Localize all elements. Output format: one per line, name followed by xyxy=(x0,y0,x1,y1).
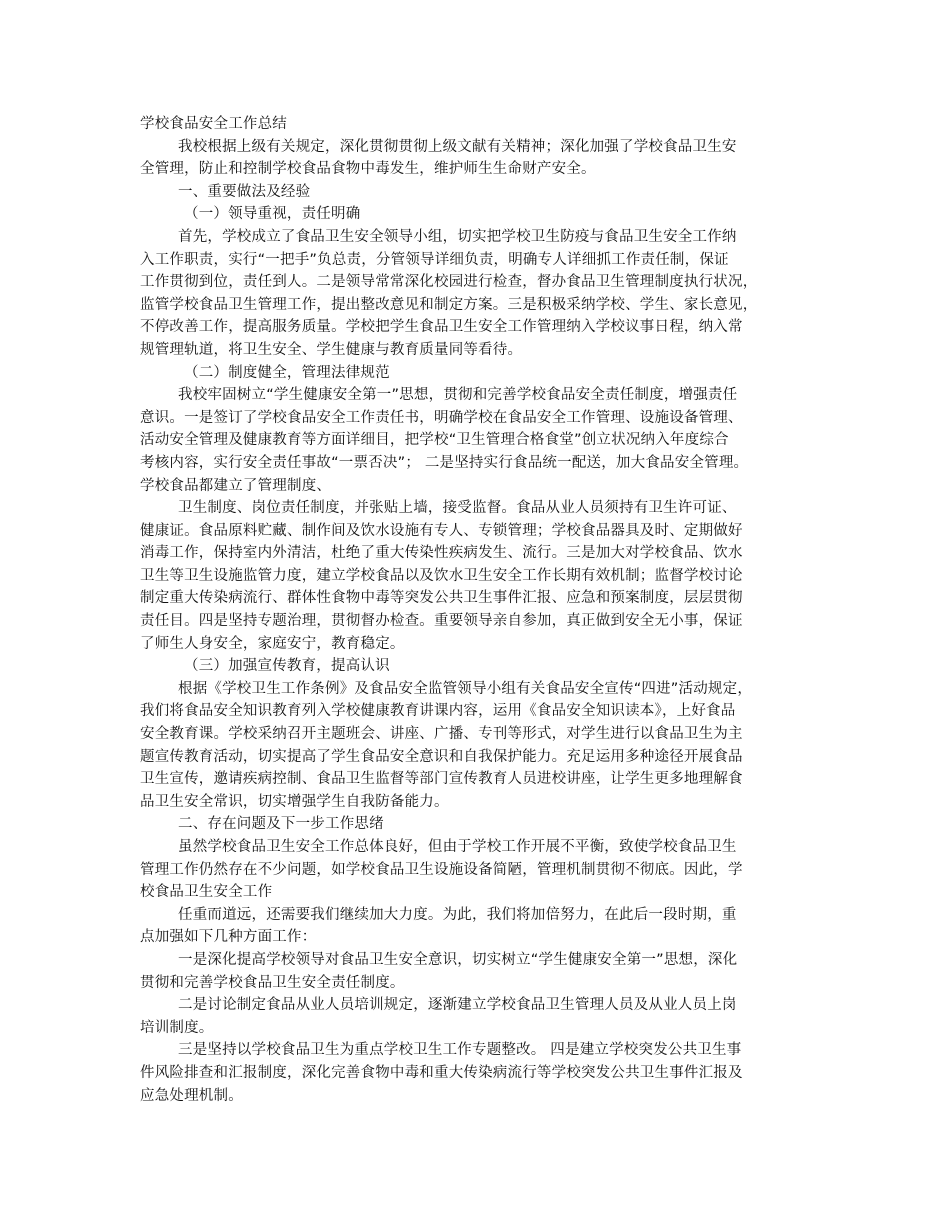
text-line: 一、重要做法及经验 xyxy=(178,183,311,200)
text-line: 活动安全管理及健康教育等方面详细目，把学校“卫生管理合格食堂”创立状况纳入年度综合 xyxy=(140,432,729,449)
text-line: 我校牢固树立“学生健康安全第一”思想，贯彻和完善学校食品安全责任制度，增强责任 xyxy=(178,387,738,404)
document-body xyxy=(140,113,820,1107)
text-line: 监管学校食品卫生管理工作，提出整改意见和制定方案。三是积极采纳学校、学生、家长意见， xyxy=(140,296,758,313)
document-title: 学校食品安全工作总结 xyxy=(140,116,287,132)
text-line: 考核内容，实行安全责任事故“一票否决”； 二是坚持实行食品统一配送，加大食品安全管理。 xyxy=(140,454,749,471)
text-line: 点加强如下几种方面工作： xyxy=(140,929,317,946)
text-line: 消毒工作，保持室内外清洁，杜绝了重大传染性疾病发生、流行。三是加大对学校食品、饮水 xyxy=(140,545,743,562)
text-line: 贯彻和完善学校食品卫生安全责任制度。 xyxy=(140,974,405,991)
text-line: 我校根据上级有关规定，深化贯彻贯彻上级文献有关精神；深化加强了学校食品卫生安 xyxy=(178,138,737,155)
text-line: 应急处理机制。 xyxy=(140,1087,243,1104)
text-line: 不停改善工作，提高服务质量。学校把学生食品卫生安全工作管理纳入学校议事日程，纳入常 xyxy=(140,319,743,336)
text-line: 规管理轨道，将卫生安全、学生健康与教育质量同等看待。 xyxy=(140,341,523,358)
text-line: 二是讨论制定食品从业人员培训规定，逐渐建立学校食品卫生管理人员及从业人员上岗 xyxy=(178,997,737,1014)
text-line: 责任目。四是坚持专题治理，贯彻督办检查。重要领导亲自参加，真正做到安全无小事，保证 xyxy=(140,613,743,630)
text-line: （一）领导重视，责任明确 xyxy=(184,206,361,223)
text-line: 培训制度。 xyxy=(140,1019,214,1036)
text-line: 二、存在问题及下一步工作思绪 xyxy=(178,816,384,833)
text-line: 安全教育课。学校采纳召开主题班会、讲座、广播、专刊等形式，对学生进行以食品卫生为主 xyxy=(140,726,743,743)
text-line: 品卫生安全常识，切实增强学生自我防备能力。 xyxy=(140,793,449,810)
text-line: 卫生等卫生设施监管力度，建立学校食品以及饮水卫生安全工作长期有效机制；监督学校讨论 xyxy=(140,567,743,584)
text-line: 学校食品都建立了管理制度、 xyxy=(140,477,332,494)
text-line: 件风险排查和汇报制度，深化完善食物中毒和重大传染病流行等学校突发公共卫生事件汇报及 xyxy=(140,1064,743,1081)
text-line: 题宣传教育活动，切实提高了学生食品安全意识和自我保护能力。充足运用多种途径开展食品 xyxy=(140,748,743,765)
text-line: （二）制度健全，管理法律规范 xyxy=(184,364,390,381)
text-line: 健康证。食品原料贮藏、制作间及饮水设施有专人、专锁管理；学校食品器具及时、定期做好 xyxy=(140,522,743,539)
text-line: 首先，学校成立了食品卫生安全领导小组，切实把学校卫生防疫与食品卫生安全工作纳 xyxy=(178,228,737,245)
text-line: 入工作职责，实行“一把手”负总责，分管领导详细负责，明确专人详细抓工作责任制，保证 xyxy=(140,251,729,268)
text-line: 校食品卫生安全工作 xyxy=(140,884,273,901)
text-line: 制定重大传染病流行、群体性食物中毒等突发公共卫生事件汇报、应急和预案制度，层层贯彻 xyxy=(140,590,743,607)
text-line: 根据《学校卫生工作条例》及食品安全监管领导小组有关食品安全宣传“四进”活动规定， xyxy=(178,680,753,697)
text-line: 了师生人身安全，家庭安宁，教育稳定。 xyxy=(140,635,405,652)
text-line: 全管理，防止和控制学校食品食物中毒发生，维护师生生命财产安全。 xyxy=(140,161,596,178)
text-line: 卫生制度、岗位责任制度，并张贴上墙，接受监督。食品从业人员须持有卫生许可证、 xyxy=(178,500,737,517)
text-line: 一是深化提高学校领导对食品卫生安全意识，切实树立“学生健康安全第一”思想，深化 xyxy=(178,951,738,968)
text-line: 卫生宣传，邀请疾病控制、食品卫生监督等部门宣传教育人员进校讲座，让学生更多地理解食 xyxy=(140,771,743,788)
text-line: 任重而道远，还需要我们继续加大力度。为此，我们将加倍努力，在此后一段时期，重 xyxy=(178,906,737,923)
document-text xyxy=(140,136,820,1108)
text-line: 三是坚持以学校食品卫生为重点学校卫生工作专题整改。 四是建立学校突发公共卫生事 xyxy=(178,1042,742,1059)
text-line: 虽然学校食品卫生安全工作总体良好，但由于学校工作开展不平衡，致使学校食品卫生 xyxy=(178,839,737,855)
text-line: （三）加强宣传教育，提高认识 xyxy=(184,658,390,675)
text-line: 管理工作仍然存在不少问题，如学校食品卫生设施设备简陋，管理机制贯彻不彻底。因此，学 xyxy=(140,861,743,878)
text-line: 我们将食品安全知识教育列入学校健康教育讲课内容，运用《食品安全知识读本》，上好食品 xyxy=(140,703,736,720)
text-line: 意识。一是签订了学校食品安全工作责任书，明确学校在食品安全工作管理、设施设备管理、 xyxy=(140,409,743,426)
text-line: 工作贯彻到位，责任到人。二是领导常常深化校园进行检查，督办食品卫生管理制度执行状况， xyxy=(140,274,758,291)
